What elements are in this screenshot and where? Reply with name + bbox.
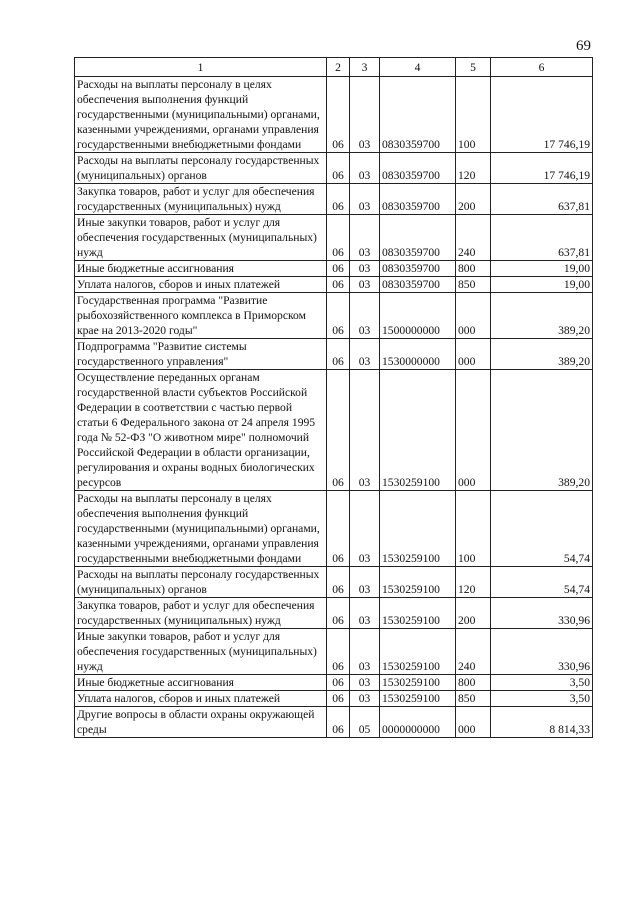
cell-amount: 17 746,19 <box>491 153 593 184</box>
cell-expense-type: 100 <box>456 77 491 153</box>
cell-target-code: 0830359700 <box>380 153 456 184</box>
cell-expense-type: 120 <box>456 153 491 184</box>
cell-target-code: 0000000000 <box>380 707 456 738</box>
cell-target-code: 0830359700 <box>380 277 456 293</box>
table-body <box>75 77 593 738</box>
cell-target-code: 1530259100 <box>380 675 456 691</box>
page-number: 69 <box>576 38 591 54</box>
table-row <box>75 261 593 277</box>
cell-target-code: 1530259100 <box>380 491 456 567</box>
table-row <box>75 339 593 370</box>
cell-name: Расходы на выплаты персоналу государственных (муниципальных) органов <box>75 567 327 598</box>
cell-section: 06 <box>327 691 350 707</box>
cell-expense-type: 200 <box>456 598 491 629</box>
cell-name: Другие вопросы в области охраны окружающей среды <box>75 707 327 738</box>
cell-expense-type: 240 <box>456 629 491 675</box>
cell-section: 06 <box>327 215 350 261</box>
cell-section: 06 <box>327 77 350 153</box>
cell-name: Подпрограмма "Развитие системы государственного управления" <box>75 339 327 370</box>
cell-section: 06 <box>327 339 350 370</box>
cell-section: 06 <box>327 567 350 598</box>
cell-amount: 19,00 <box>491 277 593 293</box>
cell-amount: 54,74 <box>491 567 593 598</box>
column-header: 4 <box>380 58 456 77</box>
cell-name: Иные бюджетные ассигнования <box>75 261 327 277</box>
cell-amount: 19,00 <box>491 261 593 277</box>
table-row <box>75 215 593 261</box>
cell-expense-type: 200 <box>456 184 491 215</box>
cell-subsection: 03 <box>350 675 380 691</box>
table-row <box>75 77 593 153</box>
table-row <box>75 293 593 339</box>
cell-section: 06 <box>327 491 350 567</box>
cell-amount: 389,20 <box>491 370 593 491</box>
cell-name: Расходы на выплаты персоналу в целях обеспечения выполнения функций государственными (муниципальными) органами, казенными учреждениями, органами управления государственными внебюджетными фондами <box>75 77 327 153</box>
cell-name: Уплата налогов, сборов и иных платежей <box>75 691 327 707</box>
cell-amount: 17 746,19 <box>491 77 593 153</box>
cell-expense-type: 850 <box>456 277 491 293</box>
cell-name: Расходы на выплаты персоналу государственных (муниципальных) органов <box>75 153 327 184</box>
cell-amount: 389,20 <box>491 293 593 339</box>
table-row <box>75 675 593 691</box>
cell-section: 06 <box>327 707 350 738</box>
cell-subsection: 03 <box>350 277 380 293</box>
cell-name: Иные закупки товаров, работ и услуг для обеспечения государственных (муниципальных) нужд <box>75 215 327 261</box>
table-row <box>75 707 593 738</box>
table-row <box>75 153 593 184</box>
cell-subsection: 03 <box>350 629 380 675</box>
cell-amount: 8 814,33 <box>491 707 593 738</box>
cell-expense-type: 000 <box>456 293 491 339</box>
cell-amount: 330,96 <box>491 598 593 629</box>
cell-name: Государственная программа "Развитие рыбохозяйственного комплекса в Приморском крае на 2013-2020 годы" <box>75 293 327 339</box>
cell-name: Уплата налогов, сборов и иных платежей <box>75 277 327 293</box>
column-header: 2 <box>327 58 350 77</box>
cell-section: 06 <box>327 370 350 491</box>
cell-section: 06 <box>327 598 350 629</box>
cell-target-code: 1530259100 <box>380 598 456 629</box>
cell-expense-type: 800 <box>456 675 491 691</box>
table-row <box>75 491 593 567</box>
column-header: 6 <box>491 58 593 77</box>
cell-amount: 330,96 <box>491 629 593 675</box>
cell-name: Расходы на выплаты персоналу в целях обеспечения выполнения функций государственными (муниципальными) органами, казенными учреждениями, органами управления государственными внебюджетными фондами <box>75 491 327 567</box>
cell-subsection: 03 <box>350 339 380 370</box>
table-row <box>75 277 593 293</box>
cell-section: 06 <box>327 675 350 691</box>
cell-amount: 637,81 <box>491 215 593 261</box>
cell-target-code: 1530259100 <box>380 629 456 675</box>
cell-expense-type: 850 <box>456 691 491 707</box>
table-row <box>75 567 593 598</box>
cell-section: 06 <box>327 261 350 277</box>
cell-amount: 637,81 <box>491 184 593 215</box>
cell-expense-type: 800 <box>456 261 491 277</box>
cell-subsection: 03 <box>350 491 380 567</box>
cell-section: 06 <box>327 293 350 339</box>
cell-section: 06 <box>327 184 350 215</box>
table-row <box>75 370 593 491</box>
cell-expense-type: 000 <box>456 707 491 738</box>
cell-expense-type: 240 <box>456 215 491 261</box>
header-row <box>75 58 593 77</box>
cell-subsection: 03 <box>350 567 380 598</box>
cell-amount: 3,50 <box>491 691 593 707</box>
cell-target-code: 1530259100 <box>380 567 456 598</box>
cell-subsection: 03 <box>350 153 380 184</box>
cell-expense-type: 000 <box>456 339 491 370</box>
table-row <box>75 598 593 629</box>
cell-target-code: 1530000000 <box>380 339 456 370</box>
cell-target-code: 0830359700 <box>380 261 456 277</box>
cell-subsection: 03 <box>350 77 380 153</box>
cell-name: Иные бюджетные ассигнования <box>75 675 327 691</box>
cell-name: Иные закупки товаров, работ и услуг для обеспечения государственных (муниципальных) нужд <box>75 629 327 675</box>
column-header: 5 <box>456 58 491 77</box>
table-row <box>75 629 593 675</box>
budget-table <box>74 57 593 738</box>
cell-name: Закупка товаров, работ и услуг для обеспечения государственных (муниципальных) нужд <box>75 598 327 629</box>
cell-amount: 3,50 <box>491 675 593 691</box>
cell-target-code: 1500000000 <box>380 293 456 339</box>
cell-subsection: 03 <box>350 215 380 261</box>
cell-name: Осуществление переданных органам государственной власти субъектов Российской Федерации в соответствии с частью первой статьи 6 Федерального закона от 24 апреля 1995 года № 52-ФЗ "О животном мире" полномочий Российской Федерации в области организации, регулирования и охраны водных биологических ресурсов <box>75 370 327 491</box>
cell-section: 06 <box>327 629 350 675</box>
table-row <box>75 691 593 707</box>
cell-subsection: 03 <box>350 184 380 215</box>
cell-name: Закупка товаров, работ и услуг для обеспечения государственных (муниципальных) нужд <box>75 184 327 215</box>
cell-subsection: 03 <box>350 261 380 277</box>
cell-subsection: 03 <box>350 293 380 339</box>
cell-expense-type: 100 <box>456 491 491 567</box>
cell-target-code: 0830359700 <box>380 184 456 215</box>
table-row <box>75 184 593 215</box>
cell-expense-type: 120 <box>456 567 491 598</box>
cell-subsection: 03 <box>350 598 380 629</box>
column-header: 1 <box>75 58 327 77</box>
cell-amount: 54,74 <box>491 491 593 567</box>
cell-amount: 389,20 <box>491 339 593 370</box>
cell-target-code: 0830359700 <box>380 77 456 153</box>
cell-section: 06 <box>327 277 350 293</box>
cell-subsection: 03 <box>350 691 380 707</box>
cell-section: 06 <box>327 153 350 184</box>
cell-target-code: 1530259100 <box>380 370 456 491</box>
cell-target-code: 1530259100 <box>380 691 456 707</box>
cell-subsection: 05 <box>350 707 380 738</box>
column-header: 3 <box>350 58 380 77</box>
cell-target-code: 0830359700 <box>380 215 456 261</box>
cell-subsection: 03 <box>350 370 380 491</box>
cell-expense-type: 000 <box>456 370 491 491</box>
